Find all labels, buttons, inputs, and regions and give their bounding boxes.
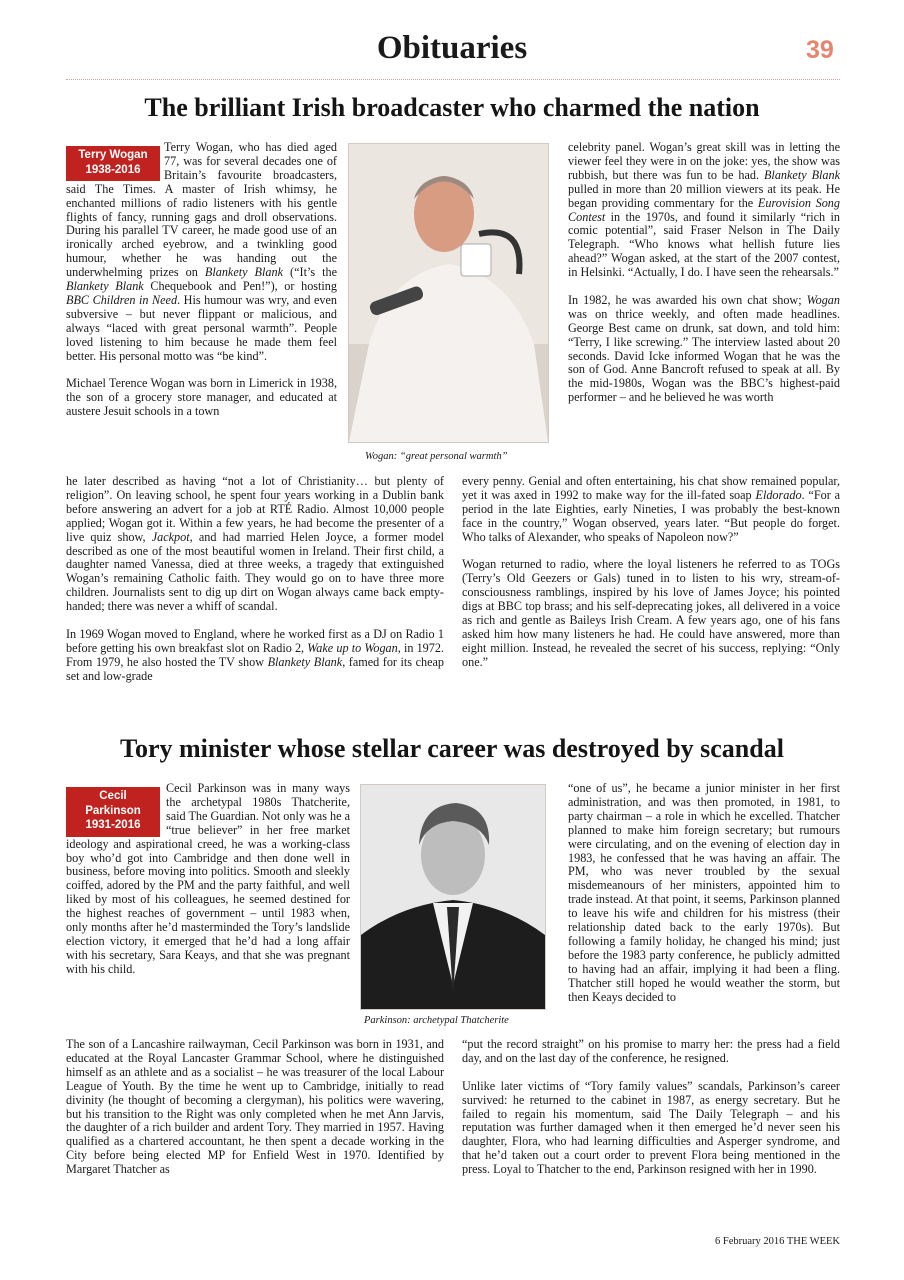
wogan-text-italic: Blankety Blank (763, 167, 840, 182)
wogan-text: in the 1970s, and found it similarly “rich in comic potential”, said Fraser Nelson in The Daily Telegraph. “Who knows what hellish future lies ahead?” Wogan asked, at the start of the 2007 contest, in Helsinki. “Actually, I do. I have seen the rehearsals.” (568, 209, 840, 280)
wogan-caption: Wogan: “great personal warmth” (365, 451, 508, 462)
wogan-text: , famed for its cheap set and low-grade (66, 654, 445, 683)
portrait-photo-icon (361, 785, 545, 1009)
wogan-col1-para-2: Michael Terence Wogan was born in Limerick in 1938, the son of a grocery store manager, and educated at austere Jesuit schools in a town (66, 376, 337, 419)
wogan-text-italic: Blankety Blank (267, 654, 343, 669)
wogan-text: In 1969 Wogan moved to England, where he worked first as a DJ on Radio 1 before getting his own breakfast slot on Radio 2, (66, 626, 444, 655)
parkinson-caption: Parkinson: archetypal Thatcherite (364, 1015, 509, 1026)
wogan-text: he later described as having “not a lot of Christianity… but plenty of religion”. On leaving school, he spent four years working in a Dublin bank before answering an advert for a job at RTÉ Radio. Almost 10,000 people applied; Wogan got it. Within a few years, he had become the presenter of a live quiz show, (66, 474, 444, 544)
wogan-text: (“It’s the (283, 265, 338, 280)
parkinson-photo (360, 784, 546, 1010)
parkinson-col1-para-1 (66, 782, 350, 977)
parkinson-tag-years: 1931-2016 (85, 819, 141, 831)
wogan-tag-years: 1938-2016 (85, 163, 141, 176)
wogan-text: . “For a period in the late Eighties, early Nineties, I was probably the best-known face in the country,” Wogan observed, years later. “But people do forget. Who talks of Alexander, who speaks of Napoleon now?” (462, 487, 841, 544)
wogan-text-italic: Eurovision Song Contest (568, 195, 840, 224)
wogan-text-italic: Blankety Blank (204, 265, 283, 280)
parkinson-wide3-para-2: Unlike later victims of “Tory family values” scandals, Parkinson’s career survived: he returned to the cabinet in 1987, as energy secretary. But he failed to regain his momentum, said The Daily Telegraph – and his reputation was further damaged when it then emerged he’d never seen his daughter, Flora, who had learning difficulties and Asperger syndrome, and that he’d taken out a court order to prevent Flora being mentioned in the press. Loyal to Thatcher to the end, Parkinson resigned with her in 1990. (462, 1078, 840, 1177)
wogan-wide3-para-2: Wogan returned to radio, where the loyal listeners he referred to as TOGs (Terry’s Old Geezers or Gals) tuned in to listen to his wry, stream-of-consciousness ramblings, inspired by his love of James Joyce; his pointed digs at BBC top brass; and his self-deprecating jokes, all delivered in a voice as rich and gentle as Baileys Irish Cream. A few years ago, one of his fans asked him how many listeners he had. He could have answered, more than eight million. Instead, he revealed the secret of his success, replying: “Only one.” (462, 557, 840, 669)
wogan-col3-para-2 (568, 294, 840, 405)
parkinson-col3-para-1: “one of us”, he became a junior minister in her first administration, and was then promoted, in 1981, to party chairman – a role in which he excelled. Thatcher planned to make him foreign secretary; but rumours were circulating, and on the evening of election day in 1983, he confessed that he was having an affair. The PM, who was never troubled by the sexual misdemeanours of her ministers, appointed him to trade instead. At that point, it seems, Parkinson planned to leave his wife and children for his mistress (their relationship dated back to the early 1970s). But following a family holiday, he changed his mind; just before the 1983 party conference, he publicly admitted to having had an affair, implying it had been a fling. Thatcher still hoped he would weather the storm, but then Keays decided to (568, 781, 840, 1004)
parkinson-column-1 (66, 782, 350, 977)
wogan-text: Terry Wogan, who has died aged 77, was for several decades one of Britain’s favourite broadcasters, said The Times. A master of Irish whimsy, he enchanted millions of radio listeners with his gentle flights of fancy, running gags and droll observations. During his parallel TV career, he made good use of an ironically arched eyebrow, and a twinkling good humour, whether he was handing out the underwhelming prizes on (66, 140, 337, 280)
wogan-text: celebrity panel. Wogan’s great skill was in letting the viewer feel they were in on the joke: yes, the show was rubbish, but there was fun to be had. (568, 140, 840, 182)
wogan-wide3-para-1 (462, 475, 840, 545)
wogan-text-italic: Eldorado (755, 487, 802, 502)
wogan-text: , and had married Helen Joyce, a former model described as one of the most beautiful women in Ireland. Their first child, a daughter named Vanessa, died at three weeks, a tragedy that extinguished Wogan’s remaining Catholic faith. They would go on to have three more children. Journalists sent to dig up dirt on Wogan always came back empty-handed; there was never a whiff of scandal. (66, 529, 444, 614)
parkinson-tag-last: Parkinson (85, 804, 141, 817)
wogan-text: every penny. Genial and often entertaining, his chat show remained popular, yet it was axed in 1992 to make way for the ill-fated soap (462, 474, 840, 502)
wogan-text: In 1982, he was awarded his own chat show; (568, 292, 807, 307)
parkinson-wide-column-left (66, 1038, 444, 1177)
wogan-wide-column-right (462, 475, 840, 670)
wogan-text-italic: Blankety Blank (66, 279, 144, 294)
wogan-text: , in 1972. From 1979, he also hosted the TV show (66, 640, 444, 669)
wogan-text: Chequebook and Pen!”), or hosting (143, 279, 337, 294)
wogan-text-italic: Wogan (806, 292, 840, 307)
portrait-photo-icon (349, 144, 548, 442)
wogan-text-italic: Wake up to Wogan (307, 640, 398, 655)
wogan-text-italic: BBC Children in Need (66, 292, 178, 307)
parkinson-wide-para-1: The son of a Lancashire railwayman, Cecil Parkinson was born in 1931, and educated at the Royal Lancaster Grammar School, where he distinguished himself as an athlete and as a socialist – he was treasurer of the local Labour League of Youth. By the time he went up to Cambridge, initially to read divinity (he thought of becoming a clergyman), his politics were wavering, but his transition to the Right was only completed when he met Ann Jarvis, the daughter of a rich builder and ardent Tory. They married in 1957. Having qualified as a chartered accountant, he then spent a decade working in the City before being elected MP for Enfield West in 1970. Identified by Margaret Thatcher as (66, 1037, 444, 1177)
section-title: Obituaries (376, 30, 528, 66)
wogan-column-3 (568, 141, 840, 405)
wogan-text-italic: Jackpot (151, 529, 190, 544)
wogan-column-1 (66, 141, 337, 419)
page-number: 39 (806, 36, 834, 64)
parkinson-wide3-para-1: “put the record straight” on his promise to marry her: the press had a field day, and on the last day of the conference, he resigned. (462, 1037, 840, 1065)
wogan-text: was on thrice weekly, and often made headlines. George Best came on drunk, sat down, and told him: “Terry, I like screwing.” The interview lasted about 20 seconds. David Icke informed Wogan that he was the son of God. Anne Bancroft refused to speak at all. By the mid-1980s, Wogan was the BBC’s highest-paid performer – and he believed he was worth (568, 306, 840, 405)
parkinson-wide-column-right (462, 1038, 840, 1177)
wogan-photo (348, 143, 549, 443)
wogan-headline: The brilliant Irish broadcaster who charmed the nation (144, 93, 760, 122)
page-footer: 6 February 2016 THE WEEK (714, 1236, 840, 1247)
wogan-text: pulled in more than 20 million viewers at its peak. He began providing commentary for the (568, 181, 840, 210)
wogan-col1-para-1 (66, 141, 337, 364)
wogan-wide-column-left (66, 475, 444, 684)
header-divider (66, 79, 840, 80)
parkinson-text: Cecil Parkinson was in many ways the archetypal 1980s Thatcherite, said The Guardian. Not only was he a “true believer” in her free market ideology and aspirational creed, he was a working-class boy who’d got into Cambridge and then done well in business, before moving into politics. Smooth and sleekly coiffed, adored by the PM and the party faithful, and well liked by most of his colleagues, he seemed destined for the highest reaches of government – until 1983 when, only months after he’d masterminded the Tory’s landslide election victory, it emerged that he’d had a long affair with his secretary, Sara Keays, and that she was pregnant with his child. (66, 781, 350, 976)
parkinson-tag-first: Cecil (99, 790, 127, 802)
wogan-wide-para-1 (66, 475, 444, 614)
wogan-col3-para-1 (568, 141, 840, 280)
parkinson-headline: Tory minister whose stellar career was destroyed by scandal (120, 734, 784, 763)
parkinson-column-3 (568, 782, 840, 1005)
wogan-wide-para-2 (66, 628, 444, 684)
wogan-text: . His humour was wry, and even subversive – but never flippant or malicious, and always “laced with great personal warmth”. People loved listening to him because he made them feel better. His personal motto was “be kind”. (66, 292, 337, 363)
wogan-tag-name: Terry Wogan (78, 149, 148, 161)
